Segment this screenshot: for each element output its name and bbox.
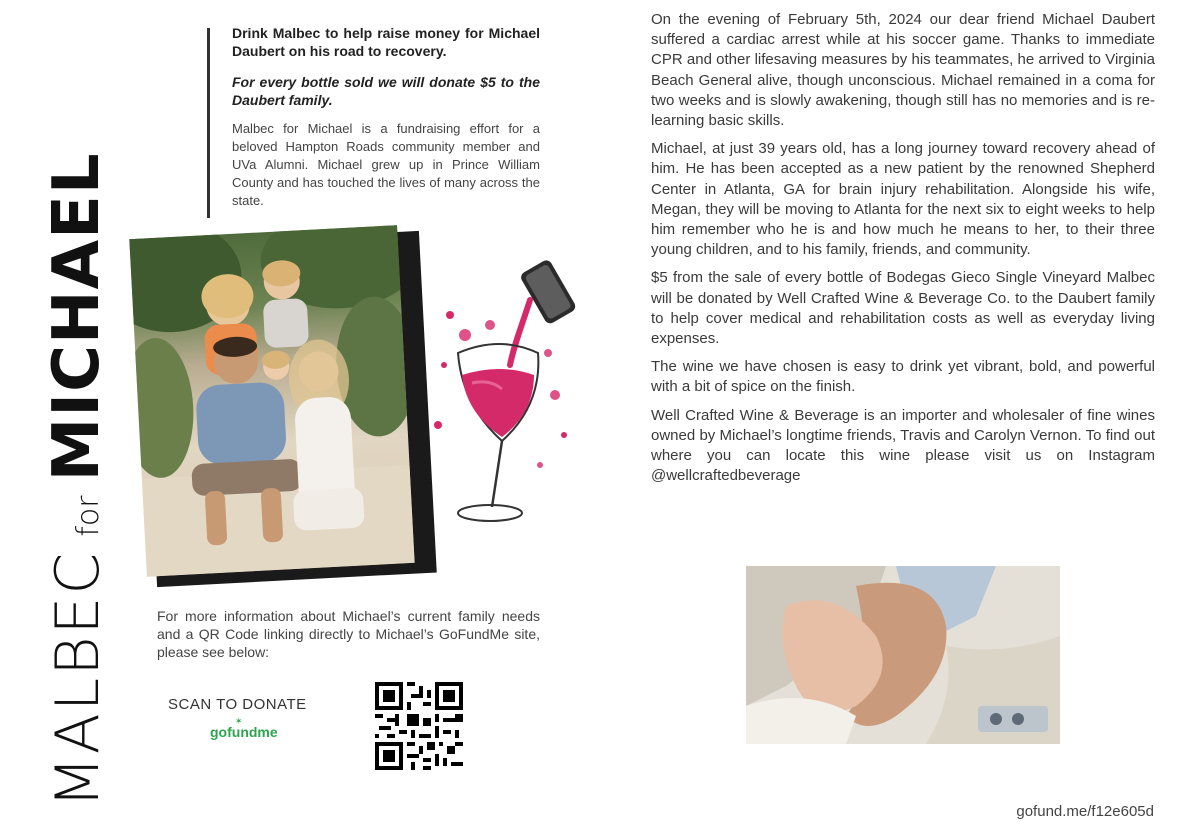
vertical-title bbox=[40, 108, 120, 808]
story-paragraph-2: Michael, at just 39 years old, has a long journey toward recovery ahead of him. He has been accepted as a new patient by the renowned Shepherd Center in Atlanta, GA for brain injury rehabilitation. Alongside his wife, Megan, they will be moving to Atlanta for the next six to eight weeks to help him remember who he is and how much he means to her, to their three young children, and to his family, friends, and community. bbox=[651, 140, 1155, 259]
title-for: for bbox=[71, 495, 106, 537]
intro-accent-bar bbox=[207, 28, 210, 218]
intro-donation-note: For every bottle sold we will donate $5 to the Daubert family. bbox=[232, 74, 540, 108]
scan-to-donate-label: SCAN TO DONATE bbox=[168, 696, 307, 713]
story-column bbox=[651, 10, 1155, 494]
qr-code[interactable] bbox=[375, 682, 463, 770]
more-info-text: For more information about Michael’s current family needs and a QR Code linking directly to Michael’s GoFundMe site, please see below: bbox=[157, 608, 540, 660]
story-paragraph-1: On the evening of February 5th, 2024 our dear friend Michael Daubert suffered a cardiac arrest while at his soccer game. Thanks to immediate CPR and other lifesaving measures by his teammates, he arrived to Virginia Beach General alive, though unconscious. Michael remained in a coma for two weeks and is slowly awakening, though still has no memories and is re-learning basic skills. bbox=[651, 11, 1155, 130]
title-malbec: MALBEC bbox=[43, 550, 113, 808]
story-paragraph-5: Well Crafted Wine & Beverage is an importer and wholesaler of fine wines owned by Michael’s longtime friends, Travis and Carolyn Vernon. To find out where you can locate this wine please visit us on Instagram @wellcraftedbeverage bbox=[651, 406, 1155, 485]
hands-photo-illustration bbox=[746, 566, 1060, 744]
gofundme-url[interactable]: gofund.me/f12e605d bbox=[1016, 803, 1154, 820]
intro-headline: Drink Malbec to help raise money for Michael Daubert on his road to recovery. bbox=[232, 25, 540, 59]
title-michael: MICHAEL bbox=[40, 152, 114, 482]
qr-code-svg bbox=[375, 682, 463, 770]
gofundme-sparkle-icon: ✶ bbox=[235, 716, 243, 726]
hands-photo bbox=[746, 566, 1060, 744]
intro-description: Malbec for Michael is a fundraising effort for a beloved Hampton Roads community member and UVa Alumni. Michael grew up in Prince William County and has touched the lives of many across the state. bbox=[232, 121, 540, 208]
family-photo-image bbox=[129, 225, 414, 577]
gofundme-logo[interactable]: gofundme bbox=[210, 724, 278, 740]
family-photo bbox=[138, 232, 428, 584]
wine-glass-illustration bbox=[430, 255, 576, 535]
wine-glass-svg bbox=[430, 255, 576, 535]
story-paragraph-3: $5 from the sale of every bottle of Bodegas Gieco Single Vineyard Malbec will be donated by Well Crafted Wine & Beverage Co. to the Daubert family to help cover medical and rehabilitation costs as well as everyday living expenses. bbox=[651, 269, 1155, 348]
family-photo-illustration bbox=[129, 225, 414, 577]
intro-block bbox=[232, 24, 540, 210]
story-paragraph-4: The wine we have chosen is easy to drink yet vibrant, bold, and powerful with a bit of spice on the finish. bbox=[651, 358, 1155, 396]
